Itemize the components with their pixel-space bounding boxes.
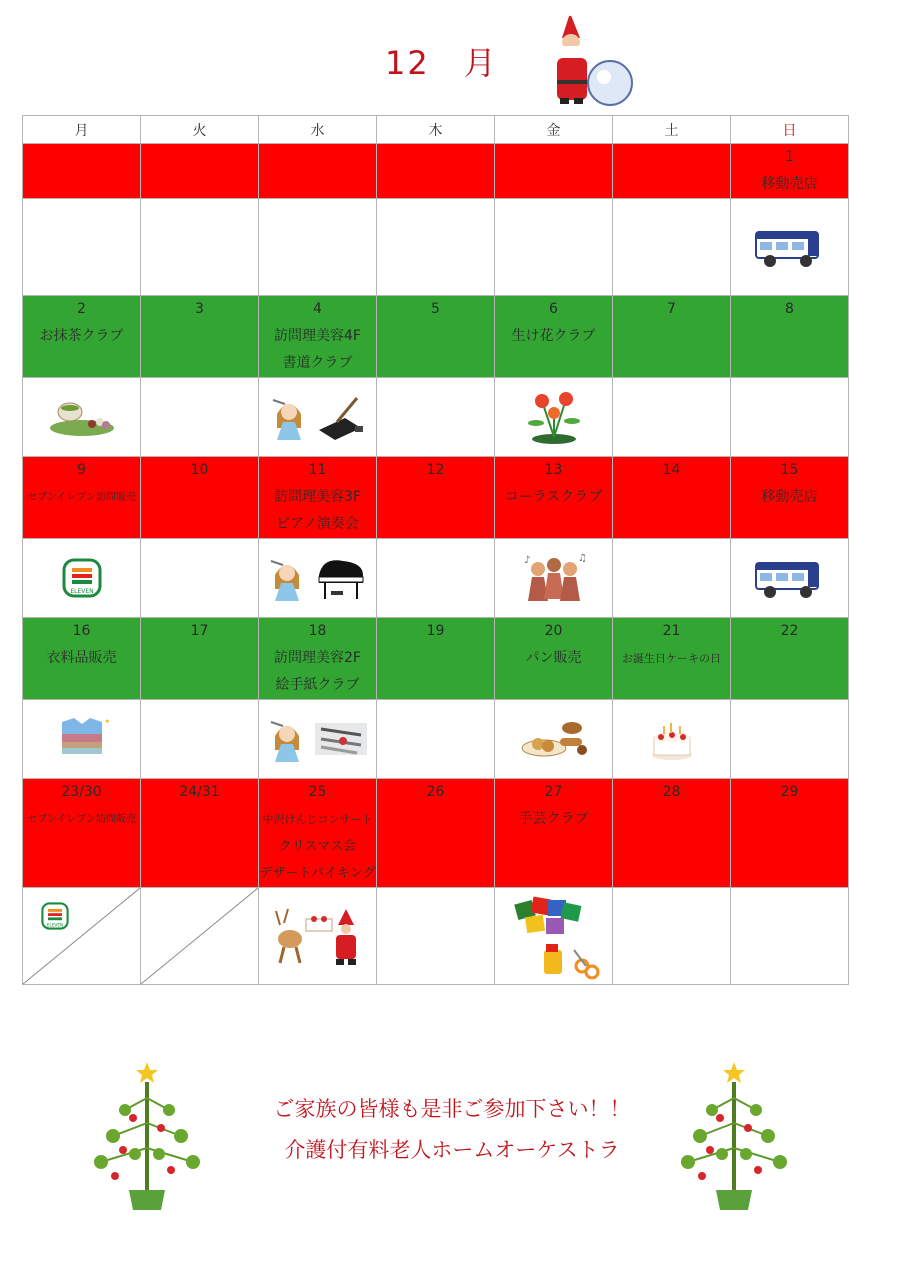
day-events-cell	[23, 296, 141, 378]
day-events-cell	[495, 618, 613, 700]
day-events-cell	[141, 296, 259, 378]
day-number: 16	[72, 623, 91, 639]
day-events-cell	[141, 457, 259, 539]
day-events-cell	[23, 457, 141, 539]
footer-invitation: ご家族の皆様も是非ご参加下さい！！	[273, 1097, 631, 1121]
day-picture-cell	[23, 539, 141, 618]
week-picture-row	[23, 378, 849, 457]
day-events-cell	[259, 144, 377, 199]
day-picture-cell	[141, 378, 259, 457]
choir-icon	[522, 553, 586, 603]
event-label: セブンイレブン訪問販売	[27, 814, 136, 825]
day-events-cell	[377, 779, 495, 888]
day-events-cell	[141, 144, 259, 199]
christmas-tree-icon	[672, 1058, 796, 1218]
day-picture-cell	[23, 700, 141, 779]
day-picture-cell	[495, 700, 613, 779]
day-picture-cell	[259, 378, 377, 457]
day-picture-cell	[613, 888, 731, 985]
day-number: 8	[785, 301, 794, 317]
day-number: 22	[780, 623, 799, 639]
craft-icon	[506, 892, 602, 980]
piano-icon	[313, 553, 369, 603]
day-number: 13	[544, 462, 563, 478]
day-number: 15	[780, 462, 799, 478]
day-number: 11	[308, 462, 327, 478]
day-number: 28	[662, 784, 681, 800]
event-label: ピアノ演奏会	[276, 516, 359, 532]
day-number: 19	[426, 623, 445, 639]
cake-icon	[649, 717, 695, 761]
day-events-cell	[377, 457, 495, 539]
day-events-cell	[141, 618, 259, 700]
day-number: 9	[77, 462, 86, 478]
event-label: 書道クラブ	[282, 355, 353, 371]
day-events-cell	[377, 144, 495, 199]
christmas-party-icon	[270, 905, 366, 967]
svg-text:♫: ♫	[577, 553, 587, 564]
week-row	[23, 144, 849, 199]
day-number: 29	[780, 784, 799, 800]
weekday-tue: 火	[141, 116, 259, 144]
event-label: コーラスクラブ	[504, 489, 603, 505]
day-events-cell	[259, 296, 377, 378]
day-picture-cell	[495, 378, 613, 457]
weekday-header-row	[23, 116, 849, 144]
day-picture-cell	[731, 539, 849, 618]
day-events-cell	[731, 457, 849, 539]
day-number: 4	[313, 301, 322, 317]
event-label: 衣料品販売	[46, 650, 117, 666]
week-picture-row	[23, 888, 849, 985]
day-events-cell	[23, 144, 141, 199]
day-picture-cell	[613, 539, 731, 618]
event-label: クリスマス会	[278, 839, 357, 854]
day-events-cell	[495, 457, 613, 539]
day-number: 23/30	[61, 784, 102, 800]
week-row	[23, 457, 849, 539]
day-picture-cell	[613, 378, 731, 457]
event-label: 訪問理美容2F	[274, 650, 361, 666]
day-picture-cell	[377, 700, 495, 779]
event-label: 絵手紙クラブ	[275, 677, 360, 693]
weekday-mon: 月	[23, 116, 141, 144]
day-events-cell	[259, 779, 377, 888]
week-row	[23, 779, 849, 888]
day-picture-cell	[731, 888, 849, 985]
week-picture-row	[23, 199, 849, 296]
weekday-sat: 土	[613, 116, 731, 144]
svg-text:✦: ✦	[103, 717, 111, 726]
week-row	[23, 296, 849, 378]
hairdresser-icon	[267, 555, 307, 601]
day-number: 3	[195, 301, 204, 317]
day-number: 20	[544, 623, 563, 639]
day-number: 1	[785, 149, 794, 165]
day-picture-cell	[141, 700, 259, 779]
day-picture-cell	[495, 539, 613, 618]
day-picture-cell	[731, 199, 849, 296]
day-number: 17	[190, 623, 209, 639]
day-number: 5	[431, 301, 440, 317]
calligraphy-icon	[315, 394, 367, 440]
event-label: お抹茶クラブ	[39, 328, 124, 344]
event-label: 移動売店	[761, 489, 818, 505]
day-picture-cell	[141, 539, 259, 618]
day-picture-cell	[613, 700, 731, 779]
christmas-tree-icon	[85, 1058, 209, 1218]
week-row	[23, 618, 849, 700]
event-label: 訪問理美容3F	[274, 489, 361, 505]
day-number: 7	[667, 301, 676, 317]
day-number: 21	[662, 623, 681, 639]
day-events-cell	[495, 144, 613, 199]
week-picture-row	[23, 700, 849, 779]
day-picture-cell	[259, 700, 377, 779]
day-number: 25	[308, 784, 327, 800]
paint-icon	[313, 719, 369, 759]
day-events-cell	[731, 144, 849, 199]
week-picture-row	[23, 539, 849, 618]
tea-icon	[44, 394, 120, 440]
event-label: お誕生日ケーキの日	[622, 652, 721, 665]
day-picture-cell	[23, 888, 141, 985]
event-label: 中沢けんじコンサート	[262, 813, 373, 826]
event-label: 手芸クラブ	[518, 811, 589, 827]
svg-text:ELEVEN: ELEVEN	[46, 922, 64, 928]
day-picture-cell	[259, 199, 377, 296]
month-title: 12 月	[385, 44, 498, 82]
day-number: 12	[426, 462, 445, 478]
day-number: 18	[308, 623, 327, 639]
day-picture-cell	[259, 539, 377, 618]
day-number: 10	[190, 462, 209, 478]
bread-icon	[516, 716, 592, 762]
event-label: 移動売店	[761, 176, 818, 192]
day-number: 6	[549, 301, 558, 317]
weekday-wed: 水	[259, 116, 377, 144]
seven-eleven-icon	[41, 902, 69, 930]
day-picture-cell	[377, 199, 495, 296]
calendar-table	[22, 115, 849, 985]
day-events-cell	[377, 618, 495, 700]
day-events-cell	[731, 779, 849, 888]
event-label: パン販売	[525, 650, 582, 666]
weekday-thu: 木	[377, 116, 495, 144]
event-label: 生け花クラブ	[511, 328, 596, 344]
day-events-cell	[495, 779, 613, 888]
day-events-cell	[613, 618, 731, 700]
day-number: 24/31	[179, 784, 220, 800]
day-events-cell	[23, 779, 141, 888]
day-picture-cell	[613, 199, 731, 296]
day-picture-cell	[23, 199, 141, 296]
day-picture-cell	[377, 888, 495, 985]
day-picture-cell	[23, 378, 141, 457]
bus-icon	[752, 555, 828, 601]
santa-icon	[540, 8, 636, 108]
day-picture-cell	[141, 199, 259, 296]
day-picture-cell	[259, 888, 377, 985]
weekday-sun: 日	[731, 116, 849, 144]
event-label: デザートバイキング	[259, 866, 376, 881]
svg-text:♪: ♪	[523, 555, 530, 566]
day-number: 27	[544, 784, 563, 800]
day-events-cell	[731, 618, 849, 700]
day-events-cell	[495, 296, 613, 378]
day-events-cell	[259, 618, 377, 700]
day-number: 2	[77, 301, 86, 317]
weekday-fri: 金	[495, 116, 613, 144]
day-events-cell	[377, 296, 495, 378]
hairdresser-icon	[269, 394, 309, 440]
seven-eleven-icon	[62, 558, 102, 598]
day-picture-cell	[495, 199, 613, 296]
clothes-icon	[54, 716, 110, 762]
day-events-cell	[613, 779, 731, 888]
day-number: 26	[426, 784, 445, 800]
day-events-cell	[259, 457, 377, 539]
footer-facility-name: 介護付有料老人ホームオーケストラ	[284, 1138, 620, 1162]
day-picture-cell	[141, 888, 259, 985]
bus-icon	[752, 224, 828, 270]
day-picture-cell	[731, 378, 849, 457]
day-picture-cell	[495, 888, 613, 985]
day-picture-cell	[377, 539, 495, 618]
day-events-cell	[613, 144, 731, 199]
event-label: セブンイレブン訪問販売	[27, 492, 136, 503]
svg-text:ELEVEN: ELEVEN	[69, 588, 94, 595]
day-events-cell	[613, 457, 731, 539]
day-number: 14	[662, 462, 681, 478]
day-picture-cell	[731, 700, 849, 779]
day-events-cell	[613, 296, 731, 378]
hairdresser-icon	[267, 716, 307, 762]
day-events-cell	[23, 618, 141, 700]
day-events-cell	[141, 779, 259, 888]
event-label: 訪問理美容4F	[274, 328, 361, 344]
flower-icon	[522, 389, 586, 445]
day-picture-cell	[377, 378, 495, 457]
day-events-cell	[731, 296, 849, 378]
